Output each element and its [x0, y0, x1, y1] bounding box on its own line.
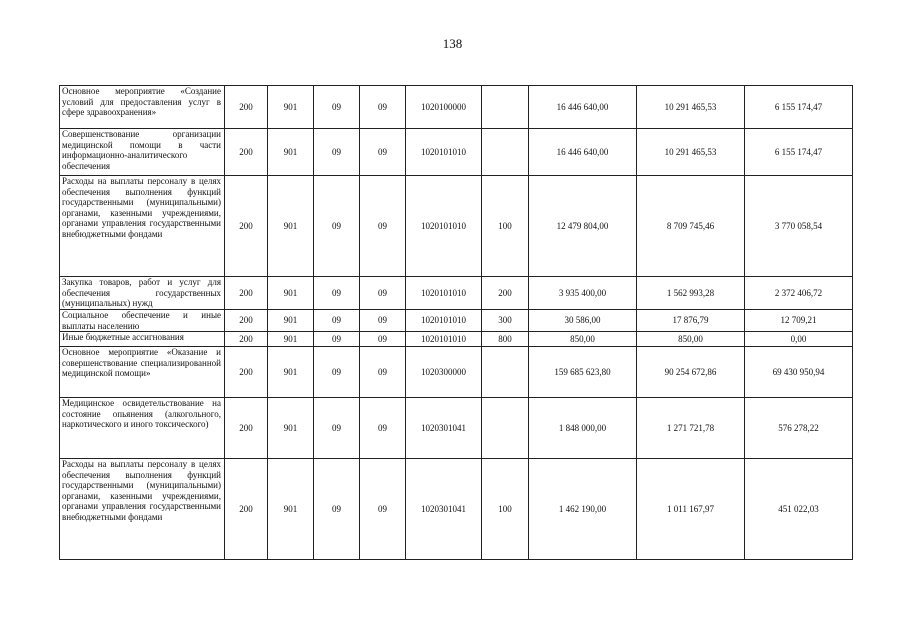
cell-expense-type: 100	[482, 459, 529, 560]
cell-section: 09	[314, 129, 360, 176]
budget-table	[59, 85, 853, 560]
cell-amount-remaining: 12 709,21	[745, 310, 853, 332]
cell-target-item: 1020301041	[406, 459, 482, 560]
cell-code: 200	[225, 310, 268, 332]
cell-expense-type	[482, 129, 529, 176]
cell-ministry-code: 901	[268, 398, 314, 459]
cell-subsection: 09	[360, 459, 406, 560]
cell-code: 200	[225, 277, 268, 310]
cell-code: 200	[225, 398, 268, 459]
cell-section: 09	[314, 347, 360, 398]
cell-subsection: 09	[360, 332, 406, 347]
cell-target-item: 1020100000	[406, 86, 482, 129]
cell-amount-planned: 850,00	[529, 332, 637, 347]
cell-ministry-code: 901	[268, 347, 314, 398]
cell-expense-type: 100	[482, 176, 529, 277]
cell-expense-type: 200	[482, 277, 529, 310]
cell-section: 09	[314, 310, 360, 332]
cell-expense-type	[482, 398, 529, 459]
cell-expense-type	[482, 347, 529, 398]
cell-amount-executed: 10 291 465,53	[637, 129, 745, 176]
table-row	[60, 86, 853, 129]
cell-expense-type	[482, 86, 529, 129]
cell-amount-planned: 1 462 190,00	[529, 459, 637, 560]
table-row	[60, 347, 853, 398]
cell-target-item: 1020101010	[406, 129, 482, 176]
cell-subsection: 09	[360, 310, 406, 332]
cell-amount-planned: 1 848 000,00	[529, 398, 637, 459]
cell-name: Совершенствование организации медицинской помощи в части информационно-аналитического обеспечения	[60, 129, 225, 176]
cell-amount-remaining: 451 022,03	[745, 459, 853, 560]
cell-subsection: 09	[360, 86, 406, 129]
cell-target-item: 1020101010	[406, 277, 482, 310]
cell-name: Закупка товаров, работ и услуг для обеспечения государственных (муниципальных) нужд	[60, 277, 225, 310]
cell-expense-type: 300	[482, 310, 529, 332]
cell-ministry-code: 901	[268, 310, 314, 332]
cell-ministry-code: 901	[268, 459, 314, 560]
table-body	[60, 86, 853, 560]
table-row	[60, 176, 853, 277]
cell-section: 09	[314, 86, 360, 129]
cell-amount-planned: 16 446 640,00	[529, 86, 637, 129]
cell-target-item: 1020101010	[406, 310, 482, 332]
cell-section: 09	[314, 459, 360, 560]
cell-amount-executed: 8 709 745,46	[637, 176, 745, 277]
table-row	[60, 129, 853, 176]
cell-target-item: 1020101010	[406, 332, 482, 347]
cell-amount-remaining: 0,00	[745, 332, 853, 347]
cell-amount-executed: 10 291 465,53	[637, 86, 745, 129]
cell-code: 200	[225, 332, 268, 347]
cell-name: Расходы на выплаты персоналу в целях обеспечения выполнения функций государственными (муниципальными) органами, казенными учреждениями, органами управления государственными внебюджетными фондами	[60, 176, 225, 277]
table-row	[60, 459, 853, 560]
cell-section: 09	[314, 332, 360, 347]
cell-amount-executed: 1 271 721,78	[637, 398, 745, 459]
cell-amount-remaining: 6 155 174,47	[745, 86, 853, 129]
cell-name: Иные бюджетные ассигнования	[60, 332, 225, 347]
cell-name: Основное мероприятие «Оказание и совершенствование специализированной медицинской помощи»	[60, 347, 225, 398]
cell-target-item: 1020101010	[406, 176, 482, 277]
cell-amount-planned: 3 935 400,00	[529, 277, 637, 310]
cell-target-item: 1020300000	[406, 347, 482, 398]
table-row	[60, 277, 853, 310]
cell-name: Социальное обеспечение и иные выплаты населению	[60, 310, 225, 332]
cell-amount-remaining: 2 372 406,72	[745, 277, 853, 310]
cell-expense-type: 800	[482, 332, 529, 347]
cell-code: 200	[225, 459, 268, 560]
cell-name: Медицинское освидетельствование на состояние опьянения (алкогольного, наркотического и иного токсического)	[60, 398, 225, 459]
cell-amount-executed: 90 254 672,86	[637, 347, 745, 398]
cell-section: 09	[314, 277, 360, 310]
cell-amount-remaining: 69 430 950,94	[745, 347, 853, 398]
cell-amount-planned: 30 586,00	[529, 310, 637, 332]
cell-amount-executed: 1 011 167,97	[637, 459, 745, 560]
cell-name: Расходы на выплаты персоналу в целях обеспечения выполнения функций государственными (муниципальными) органами, казенными учреждениями, органами управления государственными внебюджетными фондами	[60, 459, 225, 560]
page-number: 138	[442, 36, 463, 51]
cell-name: Основное мероприятие «Создание условий для предоставления услуг в сфере здравоохранения»	[60, 86, 225, 129]
cell-subsection: 09	[360, 277, 406, 310]
cell-subsection: 09	[360, 347, 406, 398]
cell-code: 200	[225, 176, 268, 277]
cell-ministry-code: 901	[268, 176, 314, 277]
cell-ministry-code: 901	[268, 332, 314, 347]
cell-code: 200	[225, 347, 268, 398]
cell-section: 09	[314, 176, 360, 277]
cell-subsection: 09	[360, 398, 406, 459]
cell-code: 200	[225, 129, 268, 176]
cell-amount-remaining: 6 155 174,47	[745, 129, 853, 176]
cell-amount-remaining: 3 770 058,54	[745, 176, 853, 277]
cell-amount-planned: 12 479 804,00	[529, 176, 637, 277]
cell-ministry-code: 901	[268, 129, 314, 176]
cell-ministry-code: 901	[268, 86, 314, 129]
cell-amount-planned: 159 685 623,80	[529, 347, 637, 398]
cell-amount-planned: 16 446 640,00	[529, 129, 637, 176]
cell-amount-executed: 850,00	[637, 332, 745, 347]
cell-amount-executed: 17 876,79	[637, 310, 745, 332]
cell-amount-remaining: 576 278,22	[745, 398, 853, 459]
cell-target-item: 1020301041	[406, 398, 482, 459]
table-row	[60, 398, 853, 459]
table-row	[60, 310, 853, 332]
table-row	[60, 332, 853, 347]
cell-code: 200	[225, 86, 268, 129]
cell-subsection: 09	[360, 176, 406, 277]
cell-subsection: 09	[360, 129, 406, 176]
cell-amount-executed: 1 562 993,28	[637, 277, 745, 310]
cell-section: 09	[314, 398, 360, 459]
cell-ministry-code: 901	[268, 277, 314, 310]
